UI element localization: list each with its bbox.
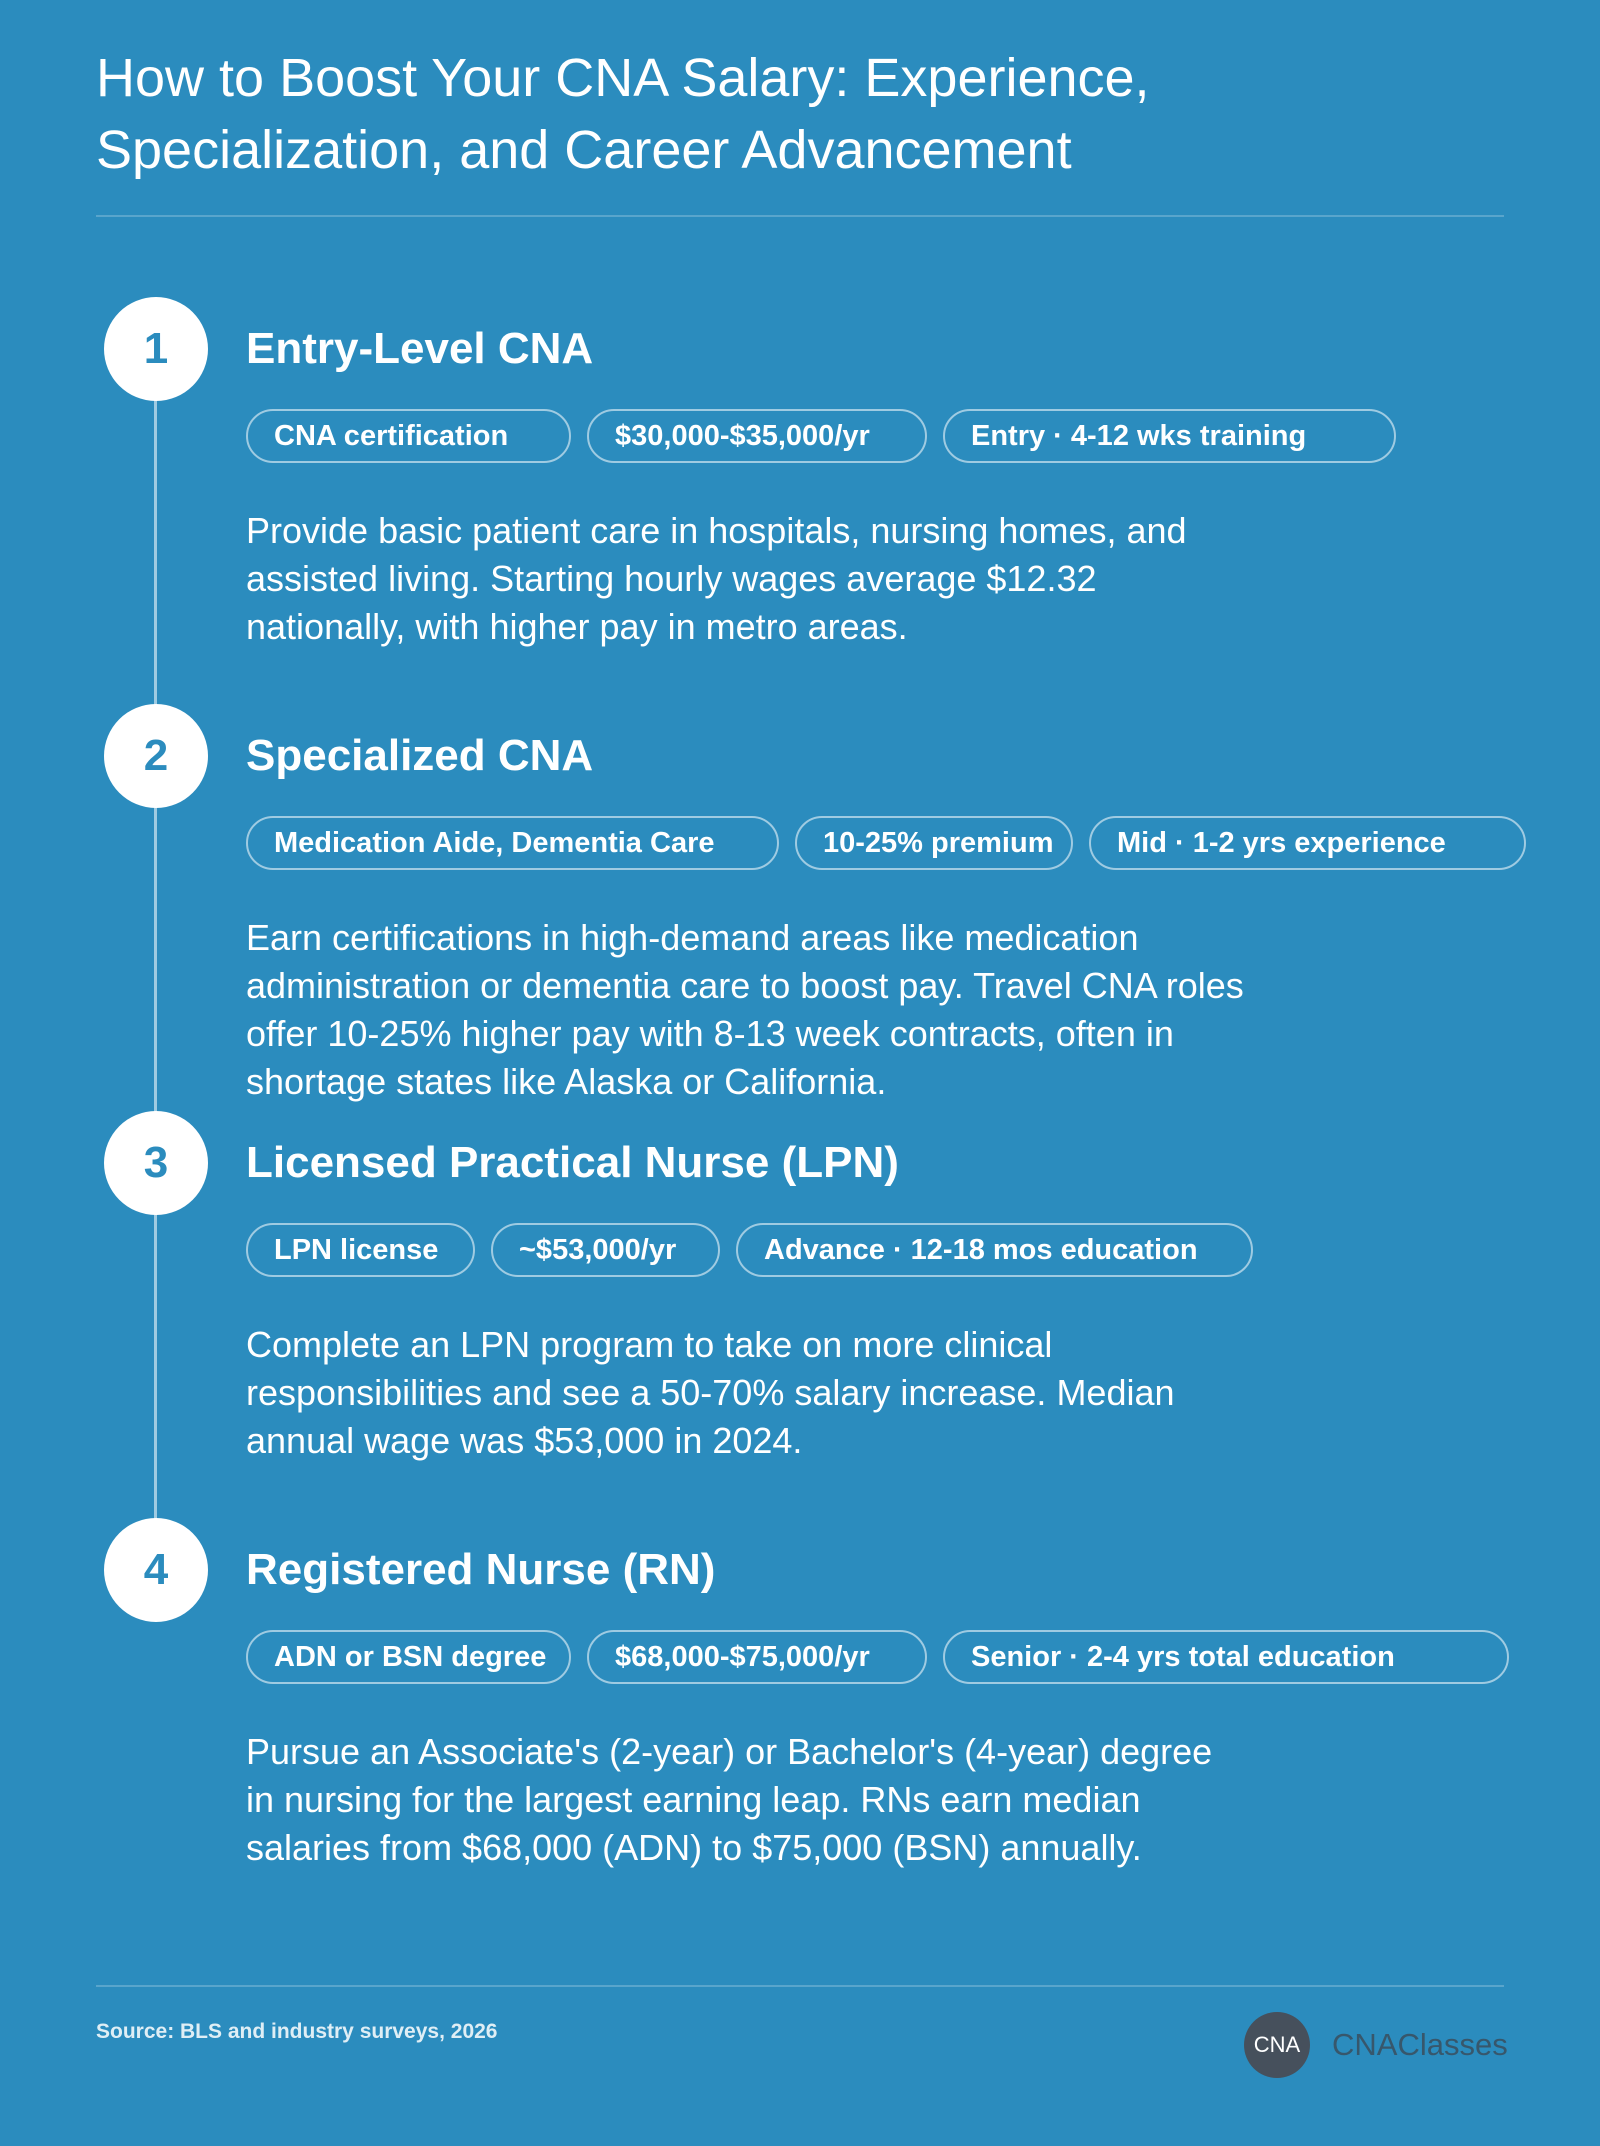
brand-logo: CNA [1244,2012,1310,2078]
step-description: Earn certifications in high-demand areas like medication administration or dementia care to boost pay. Travel CNA roles offer 10-25% higher pay with 8-13 week contracts, often in shortage states like Alaska or California. [246,917,1244,1102]
step-number-badge: 1 [104,297,208,401]
tag-salary: 10-25% premium [795,816,1073,870]
step-description: Provide basic patient care in hospitals, nursing homes, and assisted living. Starting hourly wages average $12.32 nationally, with higher pay in metro areas. [246,510,1187,647]
tag-requirement: ADN or BSN degree [246,1630,571,1684]
tag-level: Advance · 12-18 mos education [736,1223,1253,1277]
tag-level: Senior · 2-4 yrs total education [943,1630,1509,1684]
page-title: How to Boost Your CNA Salary: Experience, Specialization, and Career Advancement [96,48,1150,180]
tag-salary: $68,000-$75,000/yr [587,1630,927,1684]
step-title: Registered Nurse (RN) [246,1545,716,1594]
tag-requirement: CNA certification [246,409,571,463]
step-title: Licensed Practical Nurse (LPN) [246,1138,899,1187]
step-tags [246,409,1396,463]
step-title: Entry-Level CNA [246,324,594,373]
header-divider [96,215,1504,217]
step-number-badge: 2 [104,704,208,808]
tag-salary: $30,000-$35,000/yr [587,409,927,463]
tag-requirement: LPN license [246,1223,475,1277]
source-note: Source: BLS and industry surveys, 2026 [96,2020,498,2043]
step-tags [246,1223,1253,1277]
tag-level: Entry · 4-12 wks training [943,409,1396,463]
tag-salary: ~$53,000/yr [491,1223,720,1277]
step-number-badge: 3 [104,1111,208,1215]
step-description: Complete an LPN program to take on more clinical responsibilities and see a 50-70% salary increase. Median annual wage was $53,000 in 2024. [246,1324,1175,1461]
step-number-badge: 4 [104,1518,208,1622]
timeline-connector [154,350,157,1620]
tag-level: Mid · 1-2 yrs experience [1089,816,1526,870]
tag-requirement: Medication Aide, Dementia Care [246,816,779,870]
brand-lockup [1244,2012,1508,2078]
footer-divider [96,1985,1504,1987]
step-description: Pursue an Associate's (2-year) or Bachelor's (4-year) degree in nursing for the largest earning leap. RNs earn median salaries from $68,000 (ADN) to $75,000 (BSN) annually. [246,1731,1213,1868]
step-tags [246,1630,1509,1684]
brand-name: CNAClasses [1332,2027,1508,2062]
step-tags [246,816,1526,870]
step-title: Specialized CNA [246,731,594,780]
